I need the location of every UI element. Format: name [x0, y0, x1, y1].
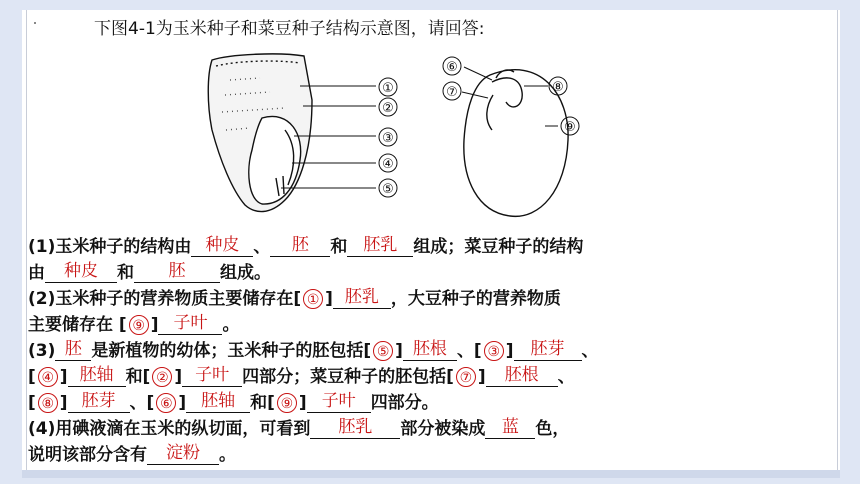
label-8: ⑧	[552, 80, 564, 95]
bracket: ]	[395, 341, 403, 361]
q2-line2-prefix: 主要储存在 [	[28, 315, 127, 335]
q1-blank-2	[270, 237, 330, 257]
bracket: ]	[505, 341, 514, 361]
q1-line2	[28, 258, 271, 283]
q4-blank-2	[485, 419, 535, 439]
q3-blank-3	[514, 341, 582, 361]
q3-blank-6	[186, 393, 250, 413]
answer: 胚轴	[79, 365, 114, 385]
answer: 子叶	[173, 313, 208, 333]
answer: 胚	[64, 339, 82, 359]
q3-prefix: (3)	[28, 341, 56, 361]
label-2: ②	[382, 101, 394, 116]
answer-number: ⑨	[277, 393, 297, 413]
q1-blank-5	[134, 263, 220, 283]
label-6: ⑥	[446, 60, 458, 75]
q3-blank-7	[486, 367, 558, 387]
q3-blank-9	[307, 393, 371, 413]
q2-blank-2	[158, 315, 222, 335]
bracket: ]	[477, 367, 486, 387]
corn-label-4	[379, 154, 397, 172]
q4-line2-prefix: 说明该部分含有	[28, 445, 147, 465]
corn-label-3	[379, 128, 397, 146]
q3-sep: 和[	[125, 367, 151, 387]
label-9: ⑨	[564, 120, 576, 135]
bracket: [	[28, 367, 36, 387]
q4-blank-3	[147, 445, 219, 465]
q3-text: 是新植物的幼体；玉米种子的胚包括[	[91, 341, 372, 361]
bracket: ]	[59, 367, 68, 387]
answer: 胚根	[412, 339, 447, 359]
q3-blank-2	[182, 367, 242, 387]
q2-suffix: 。	[222, 315, 240, 335]
answer: 胚轴	[201, 391, 236, 411]
answer-number: ③	[484, 341, 504, 361]
q4-mid: 部分被染成	[400, 419, 486, 439]
q1-suffix: 组成。	[220, 263, 271, 283]
bracket: ]	[174, 367, 183, 387]
corn-seed-figure	[208, 54, 376, 212]
bean-label-7	[443, 82, 461, 100]
seed-diagram	[0, 0, 860, 230]
q3-sep: 、[	[456, 341, 482, 361]
q4-line1	[28, 414, 569, 439]
q3-blank-8	[68, 393, 130, 413]
q4-suffix: 色，	[535, 419, 570, 439]
bottom-bar	[22, 470, 840, 478]
q1-and: 和	[330, 237, 348, 257]
answer: 种皮	[64, 261, 98, 281]
q4-blank-1	[310, 419, 400, 439]
answer: 蓝	[501, 417, 519, 437]
q1-blank-3	[347, 237, 413, 257]
answer: 淀粉	[166, 443, 200, 463]
q1-blank-4	[45, 263, 117, 283]
label-1: ①	[382, 81, 394, 96]
q2-mid: ，大豆种子的营养物质	[390, 289, 561, 309]
page-title: 下图4-1为玉米种子和菜豆种子结构示意图，请回答:	[94, 19, 485, 39]
corn-label-5	[379, 179, 397, 197]
q4-end: 。	[219, 445, 236, 465]
q2-prefix: (2)玉米种子的营养物质主要储存在[	[28, 289, 302, 309]
q4-prefix: (4)用碘液滴在玉米的纵切面，可看到	[28, 419, 311, 439]
answer-number: ⑤	[373, 341, 393, 361]
q1-line1	[28, 232, 583, 257]
answer: 胚乳	[344, 287, 379, 307]
bracket: ]	[150, 315, 159, 335]
answer: 胚芽	[81, 391, 116, 411]
bracket: ]	[298, 393, 307, 413]
q3-text: 四部分。	[370, 393, 439, 413]
answer-number: ①	[303, 289, 323, 309]
q2-blank-1	[333, 289, 391, 309]
q3-sep: 、[	[129, 393, 155, 413]
q1-sep: 、	[253, 237, 271, 257]
answer-number: ⑨	[129, 315, 149, 335]
bean-label-9	[561, 117, 579, 135]
answer-number: ⑧	[38, 393, 58, 413]
corn-label-1	[379, 78, 397, 96]
q3-line1	[28, 336, 599, 361]
answer: 子叶	[321, 391, 356, 411]
answer-number: ⑥	[156, 393, 176, 413]
label-7: ⑦	[446, 85, 458, 100]
answer-number: ②	[152, 367, 172, 387]
bean-label-6	[443, 57, 461, 75]
bracket: ]	[325, 289, 333, 309]
q3-blank-0	[55, 341, 91, 361]
answer: 胚乳	[338, 417, 373, 437]
q1-line2-prefix: 由	[28, 263, 45, 283]
q3-line3	[28, 388, 439, 413]
answer: 胚	[168, 261, 186, 281]
answer: 胚根	[504, 365, 539, 385]
answer: 子叶	[195, 365, 230, 385]
q2-line1	[28, 284, 561, 309]
label-4: ④	[382, 157, 394, 172]
corn-label-2	[379, 98, 397, 116]
q3-sep: 、	[581, 341, 599, 361]
bean-label-8	[549, 77, 567, 95]
q3-sep: 和[	[250, 393, 275, 413]
bracket: [	[28, 393, 36, 413]
label-3: ③	[382, 131, 394, 146]
q3-line2	[28, 362, 575, 387]
q3-blank-4	[68, 367, 126, 387]
answer-number: ④	[38, 367, 58, 387]
q1-mid: 组成；菜豆种子的结构	[413, 237, 584, 257]
answer: 胚乳	[363, 235, 398, 255]
answer: 种皮	[205, 235, 240, 255]
q4-line2	[28, 440, 236, 465]
bracket: ]	[59, 393, 68, 413]
q3-sep: 、	[557, 367, 575, 387]
q1-blank-1	[191, 237, 253, 257]
answer-number: ⑦	[456, 367, 476, 387]
answer: 胚	[291, 235, 309, 255]
label-5: ⑤	[382, 182, 394, 197]
bracket: ]	[178, 393, 187, 413]
q1-and: 和	[117, 263, 134, 283]
q2-line2	[28, 310, 239, 335]
q1-prefix: (1)玉米种子的结构由	[28, 237, 192, 257]
answer: 胚芽	[530, 339, 565, 359]
q3-text: 四部分；菜豆种子的胚包括[	[242, 367, 454, 387]
q3-blank-5	[403, 341, 457, 361]
